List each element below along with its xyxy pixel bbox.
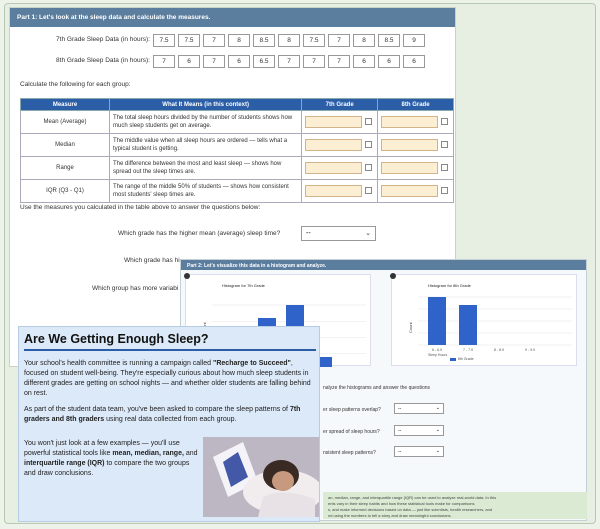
sleep-value-cell: 6 xyxy=(353,55,375,68)
grade8-answer-input[interactable] xyxy=(381,116,438,128)
grade7-answer-cell xyxy=(302,134,378,157)
sleep-value-cell: 6 xyxy=(378,55,400,68)
question-variability: Which group has more variabi xyxy=(92,285,179,292)
use-instruction: Use the measures you calculated in the table above to answer the questions below: xyxy=(20,204,261,211)
x-tick-label: 9 - 9.9 xyxy=(525,348,535,352)
th-measure: Measure xyxy=(21,99,110,111)
check-checkbox[interactable] xyxy=(441,118,448,125)
chart8-legend: 8th Grade xyxy=(458,357,474,361)
sleep-value-cell: 7 xyxy=(278,55,300,68)
sleep-value-cell: 8.5 xyxy=(253,34,275,47)
part1-header: Part 1: Let's look at the sleep data and calculate the measures. xyxy=(10,8,455,27)
th-7th: 7th Grade xyxy=(302,99,378,111)
grade8-answer-cell xyxy=(378,157,454,180)
measure-name: Range xyxy=(21,157,110,180)
check-checkbox[interactable] xyxy=(441,187,448,194)
check-checkbox[interactable] xyxy=(365,141,372,148)
overlap-select[interactable]: -- ⌄ xyxy=(394,403,444,414)
intro-paragraph-3: You won't just look at a few examples — you'll use powerful statistical tools like mean, median, range, and interquartile range (IQR) to compare the two groups and draw conclusions. xyxy=(24,440,198,477)
chevron-down-icon: ⌄ xyxy=(435,405,440,411)
chevron-down-icon: ⌄ xyxy=(435,448,440,454)
legend-swatch xyxy=(450,358,456,361)
sleep-value-cell: 7 xyxy=(203,55,225,68)
check-checkbox[interactable] xyxy=(365,118,372,125)
grade8-answer-input[interactable] xyxy=(381,162,438,174)
measure-meaning: The range of the middle 50% of students — shows how consistent most students' sleep times are. xyxy=(110,180,302,203)
sleep-value-cell: 7 xyxy=(303,55,325,68)
consistent-select[interactable]: -- ⌄ xyxy=(394,446,444,457)
sleep-value-cell: 7 xyxy=(153,55,175,68)
sleep-value-cell: 7.5 xyxy=(303,34,325,47)
grade7-label: 7th Grade Sleep Data (in hours): xyxy=(56,36,150,43)
table-row xyxy=(21,180,454,203)
table-row xyxy=(21,111,454,134)
grade7-answer-input[interactable] xyxy=(305,139,362,151)
sleep-value-cell: 8 xyxy=(278,34,300,47)
chevron-down-icon: ⌄ xyxy=(435,427,440,433)
sleep-value-cell: 8.5 xyxy=(378,34,400,47)
sleep-value-cell: 6 xyxy=(178,55,200,68)
check-checkbox[interactable] xyxy=(441,141,448,148)
sleep-value-cell: 6 xyxy=(228,55,250,68)
histogram-bar xyxy=(428,297,446,345)
measure-meaning: The total sleep hours divided by the number of students shows how much sleep students get on average. xyxy=(110,111,302,134)
histogram-8th xyxy=(392,275,578,367)
sleep-value-cell: 6 xyxy=(403,55,425,68)
question-consistent: nsistent sleep patterns? xyxy=(323,450,376,456)
histogram-bar xyxy=(459,305,477,345)
question-mean: Which grade has the higher mean (average) sleep time? xyxy=(118,230,281,237)
x-tick-label: 8 - 8.9 xyxy=(494,348,504,352)
grade7-answer-cell xyxy=(302,157,378,180)
intro-paragraph-2: As part of the student data team, you've been asked to compare the sleep patterns of 7th graders and 8th graders using real data collected from each group. xyxy=(24,406,301,423)
intro-paragraph-1: Your school's health committee is running a campaign called "Recharge to Succeed", focused on student well-being. They're especially curious about how much sleep students in different grades are getting on school nights — and whether older students are falling behind on rest. xyxy=(24,360,311,397)
measure-name: Median xyxy=(21,134,110,157)
sleep-value-cell: 7 xyxy=(328,34,350,47)
check-checkbox[interactable] xyxy=(365,164,372,171)
sleep-value-cell: 7.5 xyxy=(153,34,175,47)
sleep-value-cell: 8 xyxy=(353,34,375,47)
grade8-answer-cell xyxy=(378,180,454,203)
conclusion-note: an, median, range, and interquartile range (IQR) can be used to analyze real-world data. In this ents vary in their sleep habits and how these statistical tools make for comparisons s, and make informed decisions based on data — just like scientists, health researchers, and nd using the numbers to tell a story and draw meaningful conclusions. xyxy=(323,492,587,519)
grade7-answer-input[interactable] xyxy=(305,116,362,128)
chart8-ylabel: Count xyxy=(408,322,413,333)
x-tick-label: 7 - 7.9 xyxy=(463,348,473,352)
measure-name: IQR (Q3 - Q1) xyxy=(21,180,110,203)
table-row xyxy=(21,134,454,157)
measure-meaning: The difference between the most and least sleep — shows how spread out the sleep times are. xyxy=(110,157,302,180)
question-overlap: er sleep patterns overlap? xyxy=(323,407,381,413)
sleeping-student-illustration xyxy=(203,437,319,517)
grade8-answer-cell xyxy=(378,111,454,134)
spread-select[interactable]: -- ⌄ xyxy=(394,425,444,436)
sleep-value-cell: 9 xyxy=(403,34,425,47)
sleep-value-cell: 6.5 xyxy=(253,55,275,68)
analyze-text: nalyze the histograms and answer the questions xyxy=(323,385,431,391)
chart8-title: Histogram for 8th Grade xyxy=(428,283,471,288)
histogram-8th-card xyxy=(391,274,577,366)
question-median: Which grade has hi xyxy=(124,257,180,264)
measure-meaning: The middle value when all sleep hours are ordered — tells what a typical student is getting. xyxy=(110,134,302,157)
mean-select[interactable]: -- ⌄ xyxy=(301,226,376,241)
intro-card xyxy=(18,326,320,522)
sleep-value-cell: 7 xyxy=(203,34,225,47)
sleep-value-cell: 7 xyxy=(328,55,350,68)
measures-table xyxy=(20,98,454,203)
grade8-label: 8th Grade Sleep Data (in hours): xyxy=(56,57,150,64)
sleep-value-cell: 8 xyxy=(228,34,250,47)
chart8-xlabel: Sleep Hours xyxy=(428,353,448,357)
th-meaning: What It Means (in this context) xyxy=(110,99,302,111)
grade8-answer-input[interactable] xyxy=(381,185,438,197)
grade7-answer-cell xyxy=(302,180,378,203)
title-divider xyxy=(24,349,316,351)
chart7-title: Histogram for 7th Grade xyxy=(222,283,265,288)
table-row xyxy=(21,157,454,180)
grade8-answer-cell xyxy=(378,134,454,157)
chevron-down-icon: ⌄ xyxy=(365,230,371,237)
question-spread: er spread of sleep hours? xyxy=(323,429,380,435)
intro-title: Are We Getting Enough Sleep? xyxy=(24,332,209,346)
sleeping-student-photo xyxy=(203,437,319,517)
calc-instruction: Calculate the following for each group: xyxy=(20,81,131,88)
grade7-answer-input[interactable] xyxy=(305,162,362,174)
grade8-answer-input[interactable] xyxy=(381,139,438,151)
grade7-answer-input[interactable] xyxy=(305,185,362,197)
grade7-answer-cell xyxy=(302,111,378,134)
part2-header: Part 2: Let's visualize this data in a histogram and analyze. xyxy=(181,260,586,270)
measure-name: Mean (Average) xyxy=(21,111,110,134)
x-tick-label: 6 - 6.9 xyxy=(432,348,442,352)
th-8th: 8th Grade xyxy=(378,99,454,111)
sleep-value-cell: 7.5 xyxy=(178,34,200,47)
check-checkbox[interactable] xyxy=(365,187,372,194)
check-checkbox[interactable] xyxy=(441,164,448,171)
